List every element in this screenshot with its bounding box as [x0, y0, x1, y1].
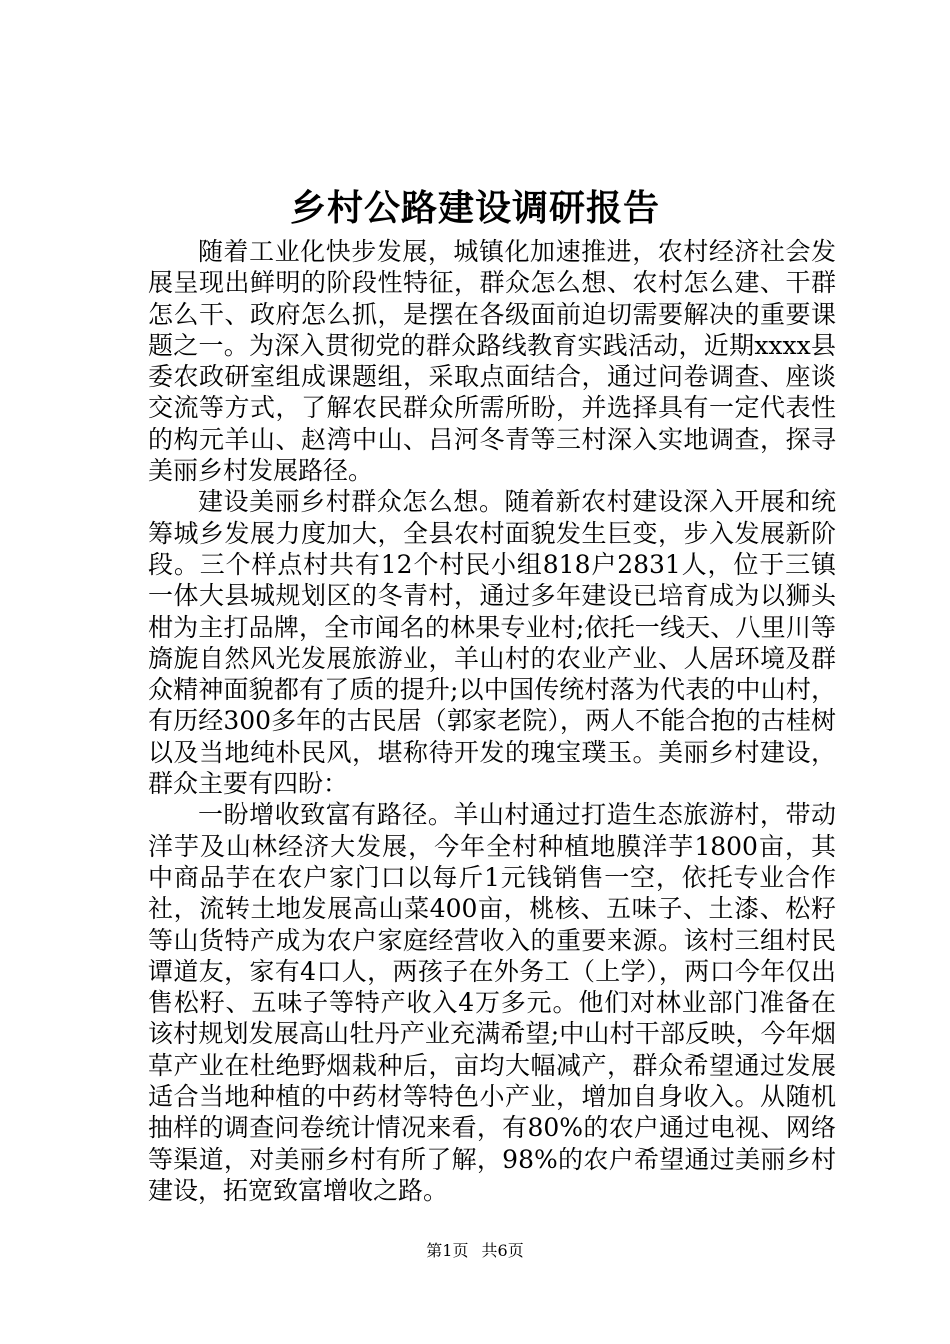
paragraph-villager-views: 建设美丽乡村群众怎么想。随着新农村建设深入开展和统筹城乡发展力度加大，全县农村面貌发生巨变，步入发展新阶段。三个样点村共有12个村民小组818户2831人，位于三镇一体大县城规划区的冬青村，通过多年建设已培育成为以狮头柑为主打品牌，全市闻名的林果专业村;依托一线天、八里川等旖旎自然风光发展旅游业，羊山村的农业产业、人居环境及群众精神面貌都有了质的提升;以中国传统村落为代表的中山村，有历经300多年的古民居（郭家老院），两人不能合抱的古桂树以及当地纯朴民风，堪称待开发的瑰宝璞玉。美丽乡村建设，群众主要有四盼： — [148, 487, 836, 799]
page-number-total: 共6页 — [481, 1241, 524, 1260]
page-footer — [0, 1240, 950, 1262]
page-number-current: 第1页 — [426, 1241, 469, 1260]
paragraph-first-hope: 一盼增收致富有路径。羊山村通过打造生态旅游村，带动洋芋及山林经济大发展，今年全村种植地膜洋芋1800亩，其中商品芋在农户家门口以每斤1元钱销售一空，依托专业合作社，流转土地发展高山菜400亩，桃核、五味子、土漆、松籽等山货特产成为农户家庭经营收入的重要来源。该村三组村民谭道友，家有4口人，两孩子在外务工（上学），两口今年仅出售松籽、五味子等特产收入4万多元。他们对林业部门准备在该村规划发展高山牡丹产业充满希望;中山村干部反映，今年烟草产业在杜绝野烟栽种后，亩均大幅减产，群众希望通过发展适合当地种植的中药材等特色小产业，增加自身收入。从随机抽样的调查问卷统计情况来看，有80%的农户通过电视、网络等渠道，对美丽乡村有所了解，98%的农户希望通过美丽乡村建设，拓宽致富增收之路。 — [148, 800, 836, 1205]
document-title: 乡村公路建设调研报告 — [289, 187, 660, 229]
paragraph-intro: 随着工业化快步发展，城镇化加速推进，农村经济社会发展呈现出鲜明的阶段性特征，群众怎么想、农村怎么建、干群怎么干、政府怎么抓，是摆在各级面前迫切需要解决的重要课题之一。为深入贯彻党的群众路线教育实践活动，近期xxxx县委农政研室组成课题组，采取点面结合，通过问卷调查、座谈交流等方式，了解农民群众所需所盼，并选择具有一定代表性的构元羊山、赵湾中山、吕河冬青等三村深入实地调查，探寻美丽乡村发展路径。 — [148, 237, 836, 486]
document-body — [148, 236, 836, 1206]
